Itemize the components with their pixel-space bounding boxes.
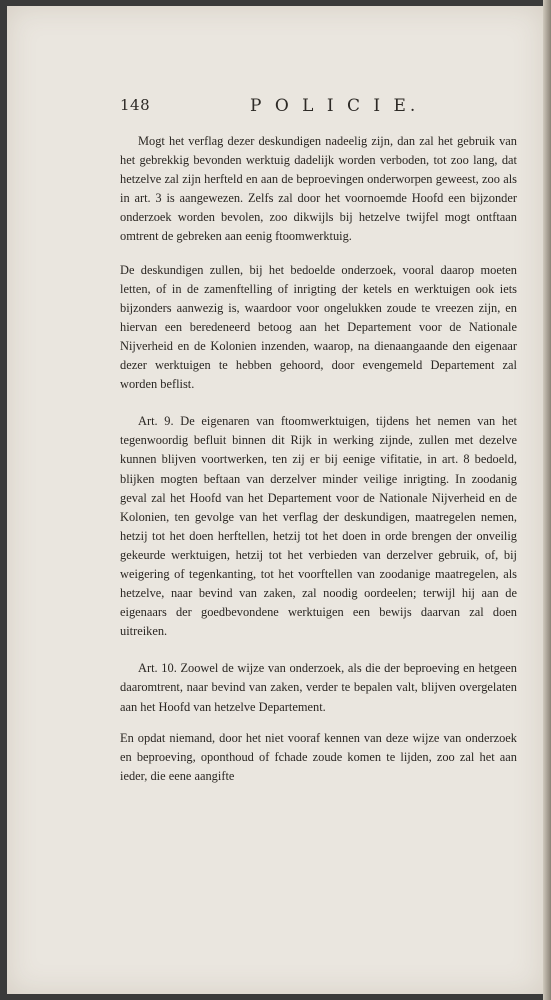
book-page [7,6,543,994]
page-header [120,96,510,120]
paragraph-art-10: Art. 10. Zoowel de wijze van onderzoek, als die der beproeving en hetgeen daaromtrent, naar bevind van zaken, verder te bepalen valt, blijven overgelaten aan het Hoofd van hetzelve Departement. [120,661,517,714]
page-edge-shadow [543,0,551,1000]
paragraph-2: De deskundigen zullen, bij het bedoelde onderzoek, vooral daarop moeten letten, of in de zamenftelling of inrigting der ketels en werktuigen ook iets bijzonders aanwezig is, waardoor voor ongelukken zoude te vreezen zijn, en hiervan een beredeneerd betoog aan het Departement voor de Nationale Nijverheid en de Kolonien inzenden, waarop, na dienaangaande den eigenaar dezer werktuigen te hebben gehoord, door evengemeld Departement zal worden beflist. [120,262,517,392]
paragraph-1: Mogt het verflag dezer deskundigen nadeelig zijn, dan zal het gebruik van het gebrekkig bevonden werktuig dadelijk worden verboden, tot zoo lang, dat hetzelve zal zijn herfteld en aan de beproevingen onderworpen geweest, zoo als in art. 3 is aangewezen. Zelfs zal door het voornoemde Hoofd een bijzonder onderzoek worden bevolen, zoo dikwijls bij hetzelve twijfel mogt ontftaan omtrent de gebreken aan eenig ftoomwerktuig. [120,134,517,244]
paragraph-5: En opdat niemand, door het niet vooraf kennen van deze wijze van onderzoek en beproeving, oponthoud of fchade zoude komen te lijden, zoo zal het aan ieder, die eene aangifte [120,730,517,783]
page-body [120,132,517,786]
page-number: 148 [120,96,151,114]
running-head: P O L I C I E. [250,96,420,116]
paragraph-art-9: Art. 9. De eigenaren van ftoomwerktuigen, tijdens het nemen van het tegenwoordig befluit binnen dit Rijk in werking zijnde, zullen met dezelve kunnen blijven voortwerken, ten zij er bij eenige vifitatie, in art. 8 bedoeld, blijken mogten beftaan van derzelver minder veilige inrigting. In zoodanig geval zal het Hoofd van het Departement voor de Nationale Nijverheid en de Kolonien, ten gevolge van het verflag der deskundigen, maatregelen nemen, hetzij tot het doen herftellen, hetzij tot het doen in orde brengen der onveilig gekeurde werktuigen, hetzij tot het verbieden van derzelver gebruik, of, bij weigering of tegenkanting, tot het voorftellen van zoodanige maatregelen, als hetzelve, naar bevind van zaken, zal noodig oordeelen; terwijl hij aan de eigenaars der goedbevondene werktuigen een bewijs daarvan zal doen uitreiken. [120,414,517,639]
